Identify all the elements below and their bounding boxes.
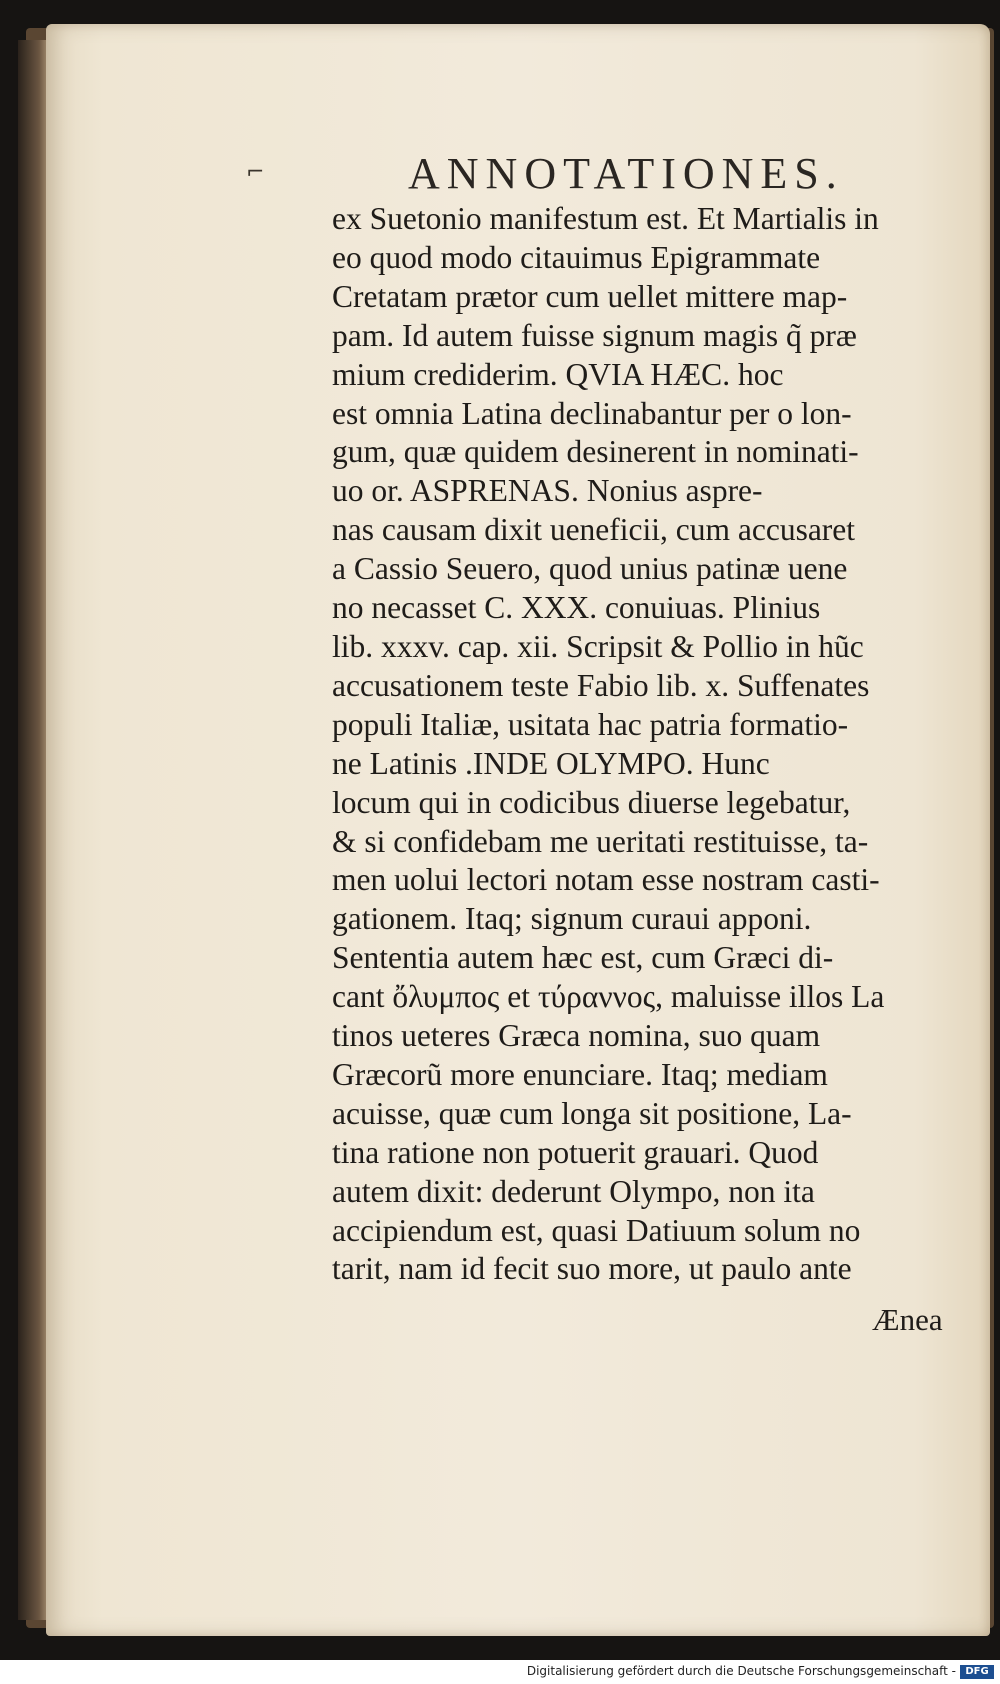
text-line: autem dixit: dederunt Olympo, non ita [332,1173,815,1209]
text-line: nas causam dixit ueneficii, cum accusaret [332,512,856,548]
footer-credit: Digitalisierung gefördert durch die Deutsche Forschungsgemeinschaft - [526,1664,956,1678]
dfg-logo: DFG [960,1665,994,1679]
text-line: eo quod modo citauimus Epigrammate [332,239,821,275]
body-text [332,200,972,1289]
text-line: gum, quæ quidem desinerent in nominati- [332,434,859,470]
text-line: cant ὄλυμπος et τύραννος, maluisse illos La [332,979,885,1015]
text-line: accipiendum est, quasi Datiuum solum no [332,1212,861,1248]
text-line: accusationem teste Fabio lib. x. Suffenates [332,667,870,703]
text-line: populi Italiæ, usitata hac patria formatio- [332,706,849,742]
text-line: acuisse, quæ cum longa sit positione, La- [332,1095,852,1131]
text-line: Sententia autem hæc est, cum Græci di- [332,940,834,976]
text-line: tinos ueteres Græca nomina, suo quam [332,1018,821,1054]
text-line: ne Latinis .INDE OLYMPO. Hunc [332,745,770,781]
text-line: locum qui in codicibus diuerse legebatur, [332,784,851,820]
text-line: & si confidebam me ueritati restituisse, ta- [332,823,869,859]
text-line: men uolui lectori notam esse nostram casti- [332,862,880,898]
text-line: lib. xxxv. cap. xii. Scripsit & Pollio in hũc [332,628,864,664]
text-line: tarit, nam id fecit suo more, ut paulo ante [332,1251,852,1287]
text-line: a Cassio Seuero, quod unius patinæ uene [332,551,848,587]
text-line: est omnia Latina declinabantur per o lon- [332,395,852,431]
text-line: Græcorũ more enunciare. Itaq; mediam [332,1056,828,1092]
text-line: ex Suetonio manifestum est. Et Martialis in [332,201,879,236]
marginal-mark: ⌐ [246,160,267,185]
text-line: mium crediderim. QVIA HÆC. hoc [332,356,784,392]
running-head: ANNOTATIONES. [408,149,844,198]
text-line: gationem. Itaq; signum curaui apponi. [332,901,812,937]
text-line: pam. Id autem fuisse signum magis q̃ præ [332,317,857,353]
book-spine-edge [18,40,48,1620]
text-line: Cretatam prætor cum uellet mittere map- [332,278,848,314]
text-line: no necasset C. XXX. conuiuas. Plinius [332,590,821,626]
text-line: tina ratione non potuerit grauari. Quod [332,1134,819,1170]
text-line: uo or. ASPRENAS. Nonius aspre- [332,473,763,509]
catchword: Ænea [872,1302,943,1337]
